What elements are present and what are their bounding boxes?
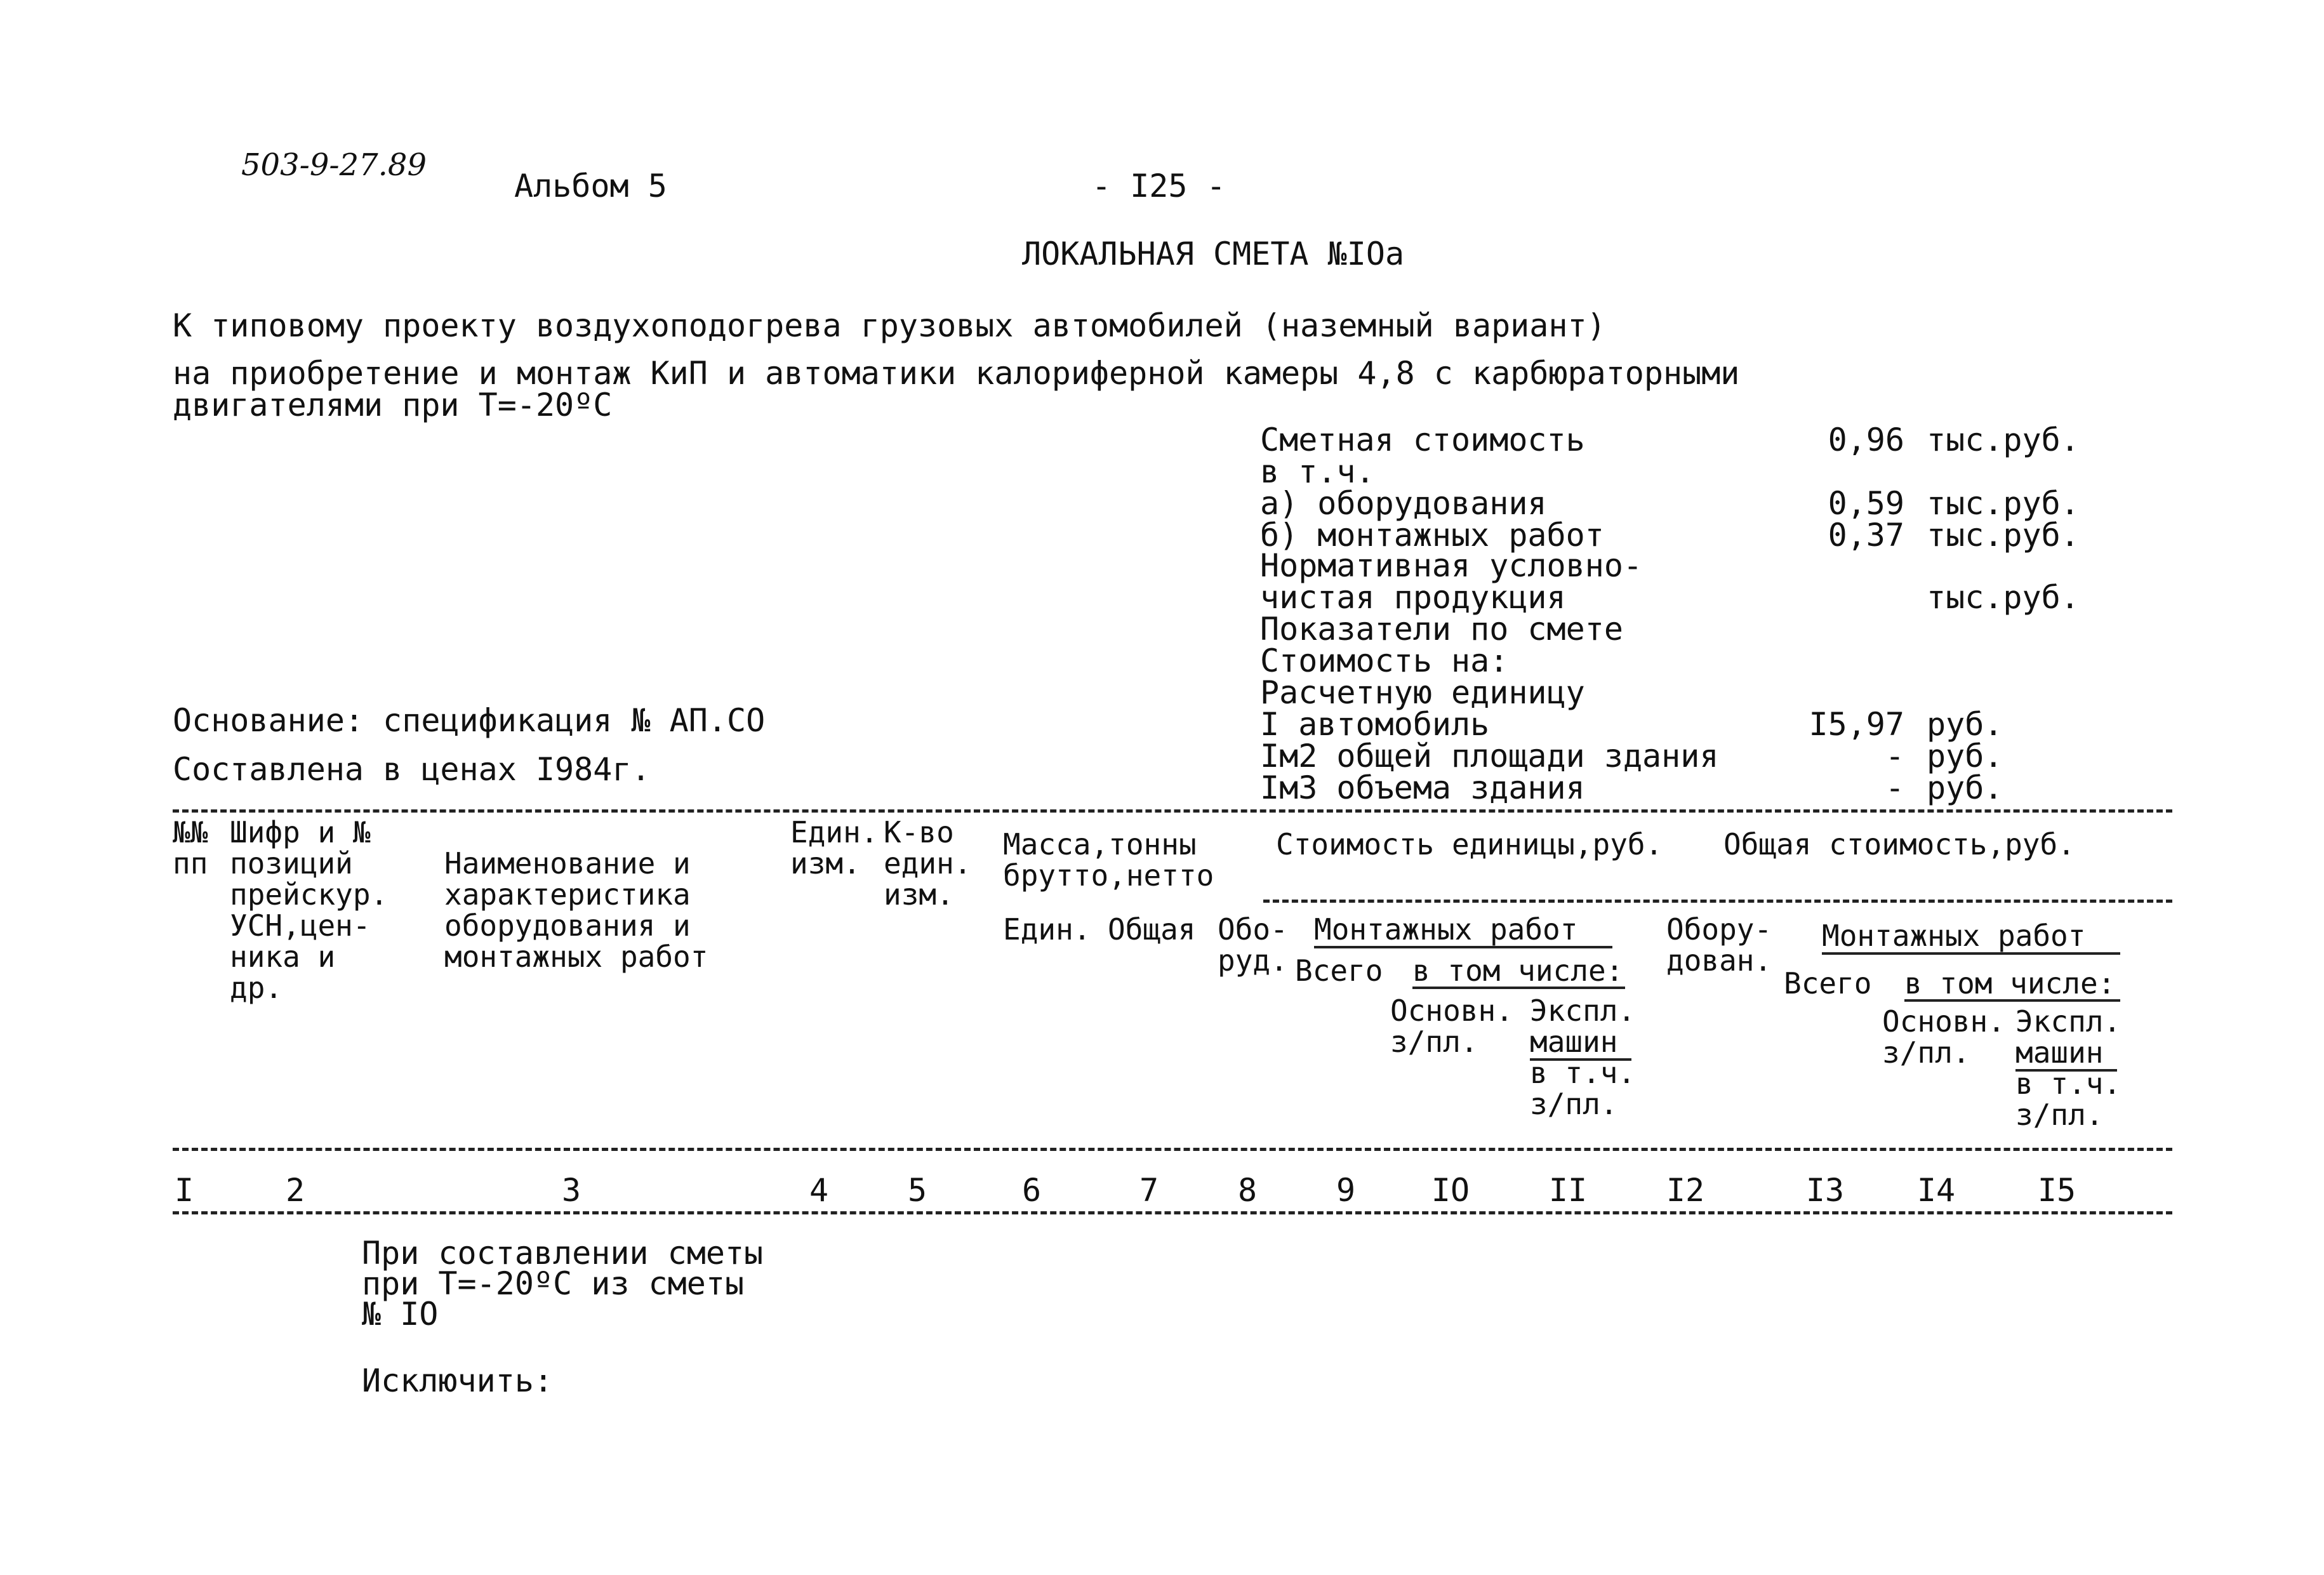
vsego-unit-header: Всего — [1295, 954, 1383, 988]
column-number: I — [174, 1172, 194, 1209]
summary-unit: тыс.руб. — [1927, 579, 2080, 616]
col-4-header: Един. изм. — [790, 815, 879, 881]
ekspl-total-header: Экспл. машин в т.ч. з/пл. — [2015, 1004, 2121, 1132]
column-number: I5 — [2037, 1172, 2076, 1209]
ekspl-total-rule — [2015, 1069, 2117, 1072]
table-top-rule — [173, 809, 2172, 813]
summary-label: чистая продукция — [1260, 579, 1566, 616]
header-bottom-rule — [173, 1148, 2172, 1151]
mass-unit-header: Един. — [1003, 912, 1091, 947]
column-number: 6 — [1021, 1172, 1042, 1209]
col-5-header: К-во един. изм. — [884, 815, 972, 912]
total-cost-header: Общая стоимость,руб. — [1723, 827, 2075, 861]
column-number: 9 — [1336, 1172, 1356, 1209]
summary-value: I5,97 — [1809, 706, 1904, 743]
col-1-header: №№ пп — [173, 815, 208, 881]
summary-unit: тыс.руб. — [1927, 422, 2080, 458]
summary-label: а) оборудования — [1260, 485, 1547, 522]
mont-total-header: Монтажных работ — [1822, 919, 2086, 953]
column-number: 7 — [1139, 1172, 1159, 1209]
equip-unit-header: Обо- руд. — [1218, 912, 1288, 978]
summary-value: 0,96 — [1828, 422, 1904, 458]
mont-total-rule — [1822, 952, 2120, 955]
summary-unit: руб. — [1927, 738, 2003, 774]
unit-cost-header: Стоимость единицы,руб. — [1276, 827, 1663, 861]
ekspl-unit-header: Экспл. машин в т.ч. з/пл. — [1530, 994, 1636, 1121]
page-title: ЛОКАЛЬНАЯ СМЕТА №IOa — [1022, 236, 1405, 272]
summary-unit: руб. — [1927, 769, 2003, 806]
equip-total-header: Обору- дован. — [1666, 912, 1772, 978]
page-number: - I25 - — [1092, 168, 1226, 204]
description-line-1: К типовому проекту воздухоподогрева грузовых автомобилей (наземный вариант) — [173, 307, 1606, 344]
summary-unit: руб. — [1927, 706, 2003, 743]
summary-unit: тыс.руб. — [1927, 517, 2080, 554]
summary-value: 0,37 — [1828, 517, 1904, 554]
osnovn-unit-header: Основн. з/пл. — [1390, 994, 1513, 1059]
description-line-3: двигателями при Т=-20ºС — [173, 387, 613, 423]
summary-label: в т.ч. — [1260, 453, 1375, 490]
summary-label: I автомобиль — [1260, 706, 1490, 743]
ekspl-unit-rule — [1530, 1058, 1631, 1061]
vsego-total-header: Всего — [1784, 966, 1872, 1000]
cost-subheader-rule — [1263, 900, 2172, 903]
column-number: 3 — [561, 1172, 581, 1209]
incl-total-rule — [1904, 999, 2120, 1002]
prices-text: Составлена в ценах I984г. — [173, 751, 651, 788]
mont-unit-header: Монтажных работ — [1314, 912, 1578, 947]
description-line-2: на приобретение и монтаж КиП и автоматики калориферной камеры 4,8 с карбюраторными — [173, 355, 1740, 392]
summary-label: Показатели по смете — [1260, 611, 1623, 648]
album-label: Альбом 5 — [514, 168, 667, 204]
mass-header: Масса,тонны брутто,нетто — [1003, 827, 1214, 893]
column-number: I4 — [1916, 1172, 1956, 1209]
column-number: 4 — [809, 1172, 829, 1209]
incl-unit-rule — [1412, 987, 1625, 989]
column-number: 5 — [907, 1172, 927, 1209]
summary-label: Сметная стоимость — [1260, 422, 1585, 458]
summary-label: Iм2 общей площади здания — [1260, 738, 1719, 774]
column-number: IO — [1431, 1172, 1470, 1209]
osnovn-total-header: Основн. з/пл. — [1882, 1004, 2005, 1070]
col-3-header: Наименование и характеристика оборудования и монтажных работ — [444, 846, 708, 974]
mont-unit-rule — [1314, 946, 1612, 948]
summary-label: Нормативная условно- — [1260, 547, 1643, 584]
column-number: 8 — [1237, 1172, 1258, 1209]
column-number: I3 — [1805, 1172, 1845, 1209]
summary-label: Iм3 объема здания — [1260, 769, 1585, 806]
summary-label: б) монтажных работ — [1260, 517, 1604, 554]
basis-text: Основание: спецификация № АП.СО — [173, 702, 766, 739]
body-note: При составлении сметы при Т=-20ºС из сметы № IO — [362, 1235, 764, 1332]
exclude-label: Исключить: — [362, 1362, 554, 1399]
summary-label: Расчетную единицу — [1260, 674, 1585, 711]
summary-unit: тыс.руб. — [1927, 485, 2080, 522]
summary-value: - — [1885, 738, 1904, 774]
column-number: II — [1548, 1172, 1588, 1209]
mass-total-header: Общая — [1108, 912, 1196, 947]
column-number: 2 — [285, 1172, 305, 1209]
summary-value: - — [1885, 769, 1904, 806]
column-numbers-rule — [173, 1211, 2172, 1214]
summary-value: 0,59 — [1828, 485, 1904, 522]
incl-total-header: в том числе: — [1904, 966, 2116, 1000]
incl-unit-header: в том числе: — [1412, 954, 1624, 988]
column-number: I2 — [1666, 1172, 1705, 1209]
handwritten-code: 503-9-27.89 — [241, 147, 427, 183]
col-2-header: Шифр и № позиций прейскур. УСН,цен- ника и др. — [230, 815, 388, 1005]
summary-label: Стоимость на: — [1260, 642, 1509, 679]
